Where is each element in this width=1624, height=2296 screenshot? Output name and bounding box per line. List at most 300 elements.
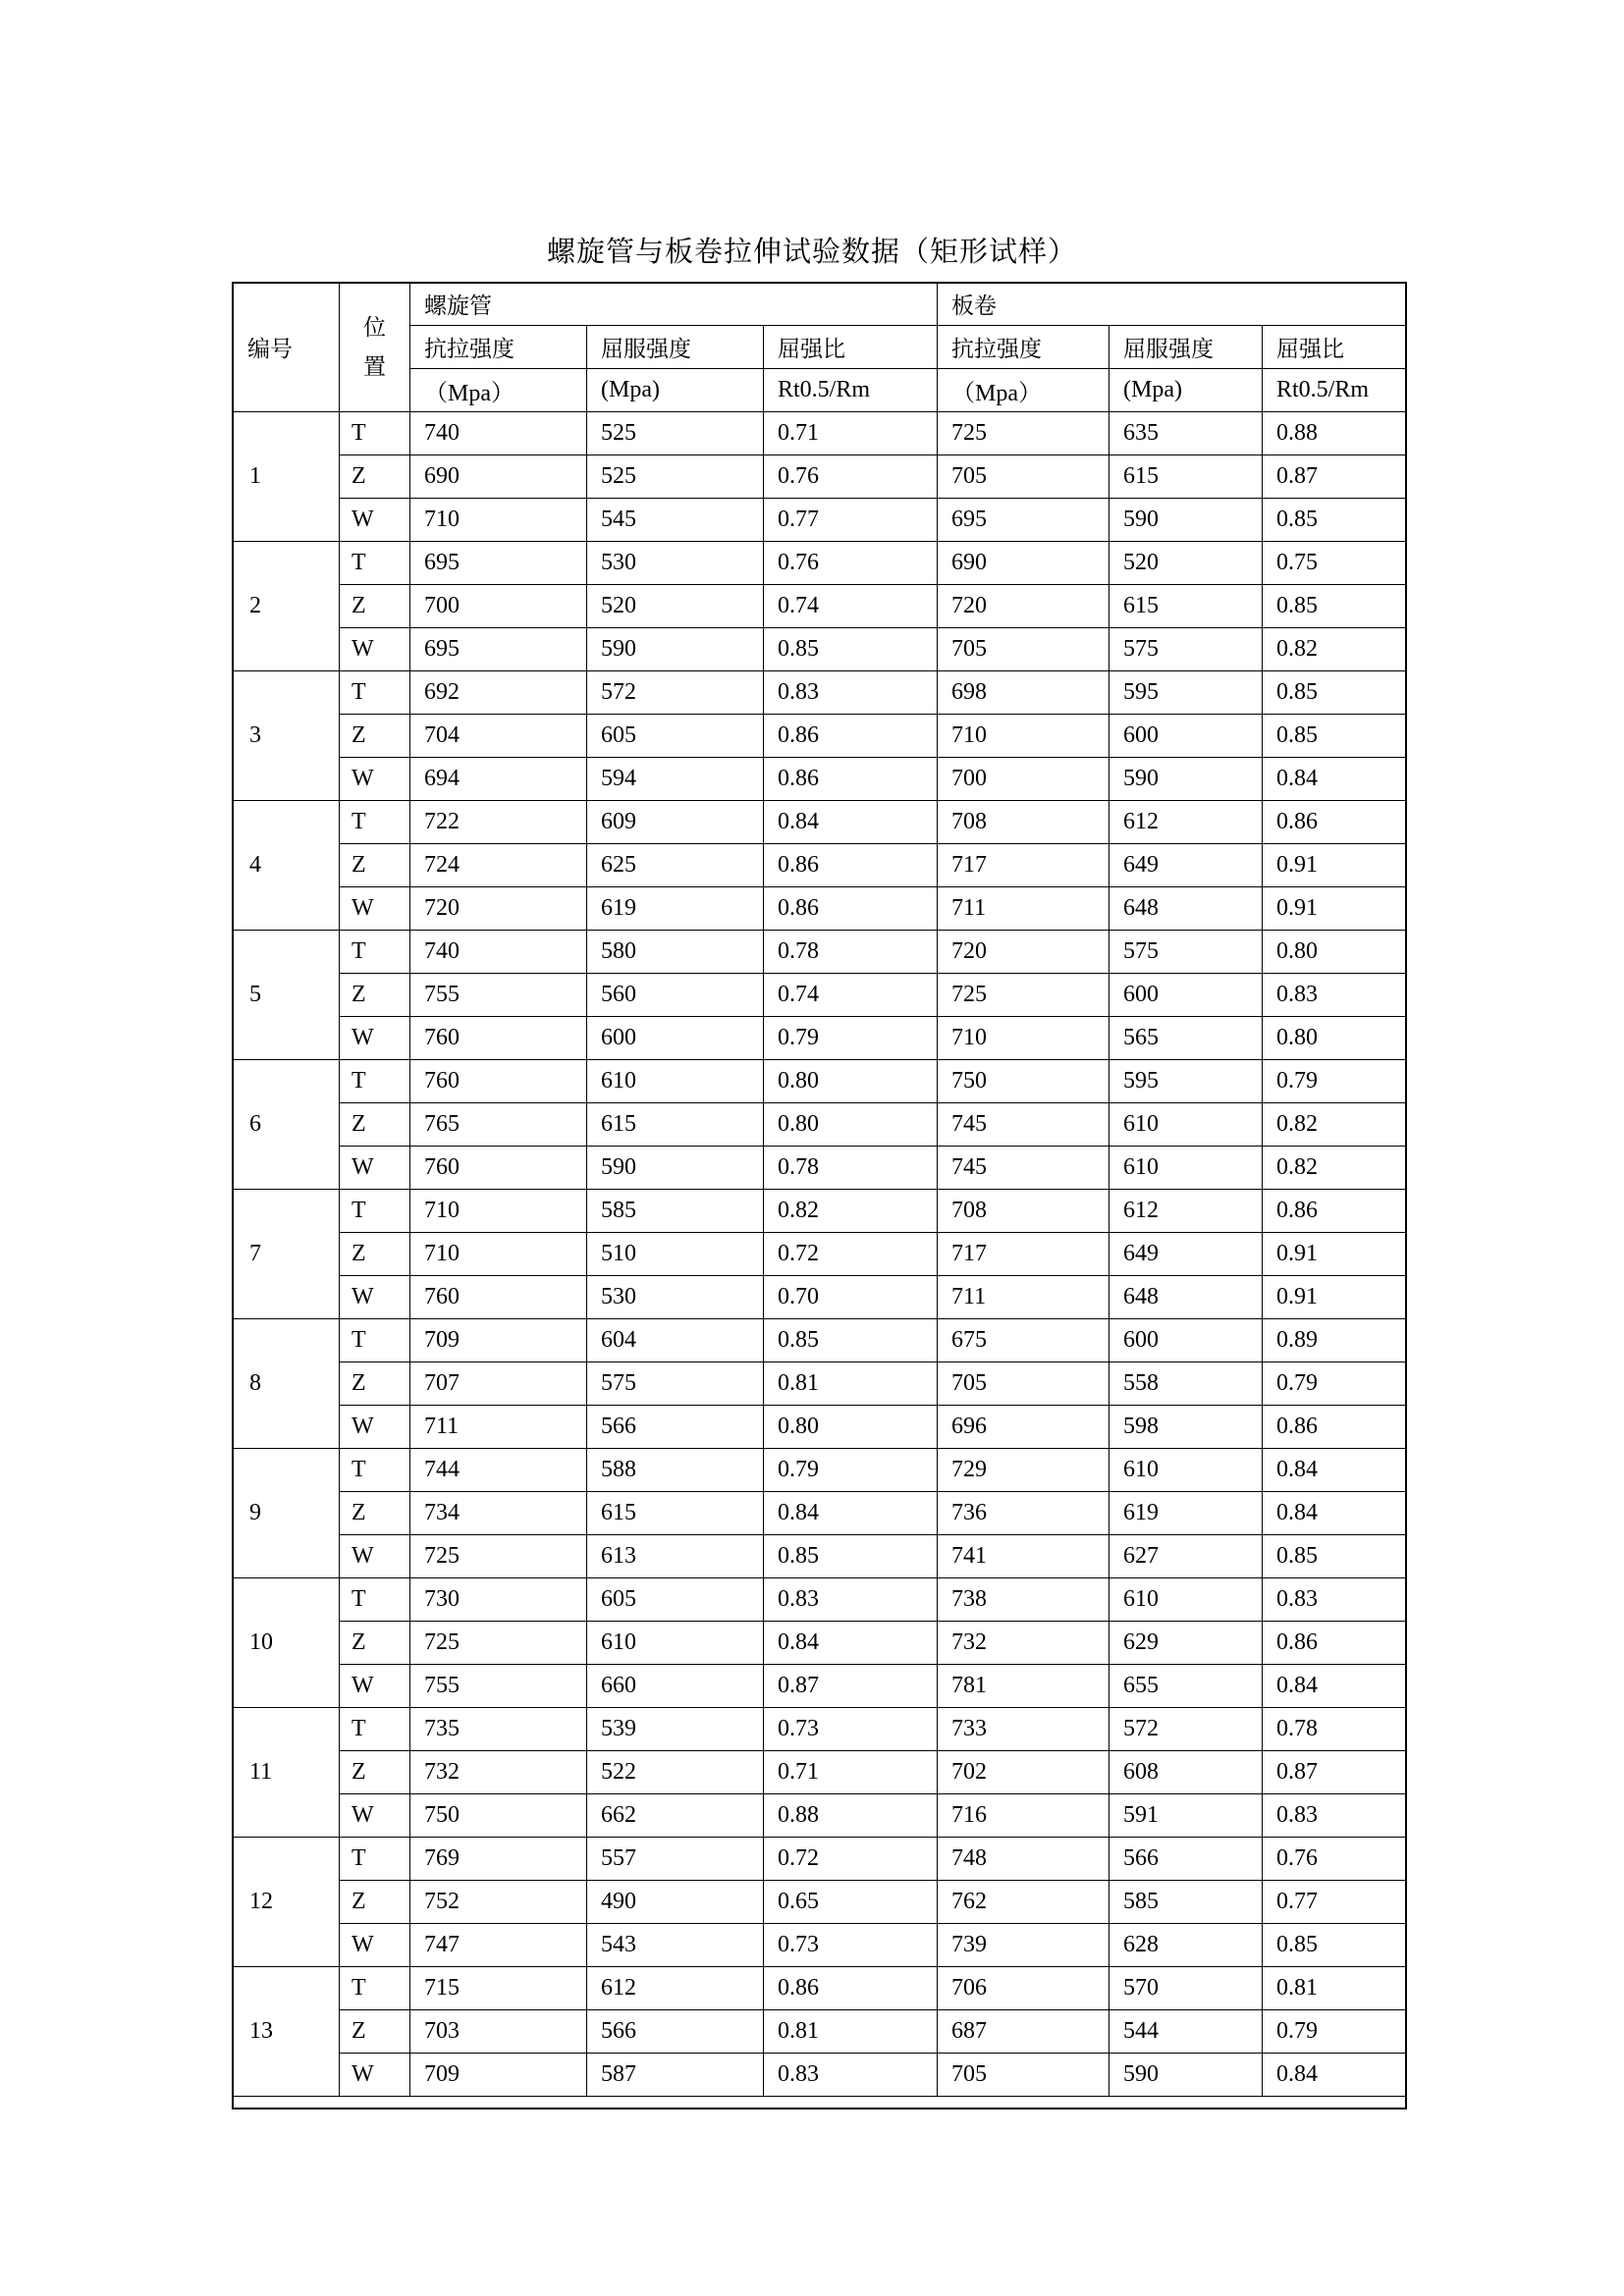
coil-tensile-cell: 741	[938, 1535, 1110, 1578]
spiral-yield-cell: 610	[587, 1622, 764, 1665]
spiral-ratio-cell: 0.85	[764, 1535, 938, 1578]
coil-yield-cell: 649	[1110, 844, 1263, 887]
table-row	[234, 542, 1407, 585]
coil-yield-cell: 655	[1110, 1665, 1263, 1708]
spiral-ratio-cell: 0.83	[764, 1578, 938, 1622]
spiral-ratio-cell: 0.73	[764, 1924, 938, 1967]
table-row	[234, 715, 1407, 758]
sample-id-cell: 11	[234, 1708, 340, 1838]
header-spiral-ratio-unit: Rt0.5/Rm	[764, 369, 938, 412]
spiral-tensile-cell: 692	[410, 671, 587, 715]
coil-ratio-cell: 0.85	[1263, 1924, 1407, 1967]
position-cell: W	[340, 887, 410, 931]
coil-ratio-cell: 0.80	[1263, 1017, 1407, 1060]
coil-ratio-cell: 0.78	[1263, 1708, 1407, 1751]
spiral-tensile-cell: 715	[410, 1967, 587, 2010]
spiral-yield-cell: 520	[587, 585, 764, 628]
coil-ratio-cell: 0.87	[1263, 455, 1407, 499]
sample-id-cell: 1	[234, 412, 340, 542]
spiral-tensile-cell: 709	[410, 2054, 587, 2097]
table-row	[234, 1017, 1407, 1060]
spiral-tensile-cell: 769	[410, 1838, 587, 1881]
coil-yield-cell: 635	[1110, 412, 1263, 455]
header-spiral-yield-unit: (Mpa)	[587, 369, 764, 412]
coil-ratio-cell: 0.82	[1263, 1147, 1407, 1190]
spiral-ratio-cell: 0.88	[764, 1794, 938, 1838]
position-cell: W	[340, 1924, 410, 1967]
spiral-tensile-cell: 755	[410, 1665, 587, 1708]
header-coil-yield: 屈服强度	[1110, 326, 1263, 369]
coil-yield-cell: 610	[1110, 1449, 1263, 1492]
spiral-tensile-cell: 732	[410, 1751, 587, 1794]
position-cell: T	[340, 1838, 410, 1881]
spiral-yield-cell: 566	[587, 1406, 764, 1449]
position-cell: Z	[340, 1622, 410, 1665]
coil-tensile-cell: 717	[938, 1233, 1110, 1276]
coil-yield-cell: 544	[1110, 2010, 1263, 2054]
position-cell: T	[340, 542, 410, 585]
spiral-ratio-cell: 0.86	[764, 1967, 938, 2010]
coil-tensile-cell: 702	[938, 1751, 1110, 1794]
header-row-units	[234, 369, 1407, 412]
coil-tensile-cell: 705	[938, 455, 1110, 499]
header-spiral-tensile: 抗拉强度	[410, 326, 587, 369]
coil-tensile-cell: 710	[938, 715, 1110, 758]
sample-id-cell: 12	[234, 1838, 340, 1967]
position-cell: Z	[340, 455, 410, 499]
position-cell: W	[340, 1406, 410, 1449]
position-cell: W	[340, 1665, 410, 1708]
spiral-tensile-cell: 704	[410, 715, 587, 758]
coil-yield-cell: 615	[1110, 455, 1263, 499]
spiral-ratio-cell: 0.86	[764, 715, 938, 758]
spiral-tensile-cell: 695	[410, 628, 587, 671]
header-coil-yield-unit: (Mpa)	[1110, 369, 1263, 412]
table-row	[234, 628, 1407, 671]
table-row	[234, 585, 1407, 628]
coil-tensile-cell: 736	[938, 1492, 1110, 1535]
coil-tensile-cell: 675	[938, 1319, 1110, 1362]
spiral-ratio-cell: 0.71	[764, 1751, 938, 1794]
spiral-yield-cell: 539	[587, 1708, 764, 1751]
spiral-yield-cell: 609	[587, 801, 764, 844]
table-row	[234, 1665, 1407, 1708]
spiral-yield-cell: 619	[587, 887, 764, 931]
position-cell: W	[340, 758, 410, 801]
spiral-yield-cell: 587	[587, 2054, 764, 2097]
spiral-tensile-cell: 694	[410, 758, 587, 801]
coil-yield-cell: 619	[1110, 1492, 1263, 1535]
coil-tensile-cell: 708	[938, 801, 1110, 844]
header-coil-tensile: 抗拉强度	[938, 326, 1110, 369]
coil-yield-cell: 649	[1110, 1233, 1263, 1276]
coil-ratio-cell: 0.84	[1263, 758, 1407, 801]
coil-ratio-cell: 0.86	[1263, 801, 1407, 844]
spiral-yield-cell: 613	[587, 1535, 764, 1578]
coil-ratio-cell: 0.85	[1263, 585, 1407, 628]
coil-ratio-cell: 0.79	[1263, 1362, 1407, 1406]
spiral-yield-cell: 590	[587, 628, 764, 671]
position-cell: T	[340, 671, 410, 715]
position-cell: Z	[340, 844, 410, 887]
table-row	[234, 1622, 1407, 1665]
spiral-yield-cell: 530	[587, 542, 764, 585]
header-row-metrics	[234, 326, 1407, 369]
coil-tensile-cell: 705	[938, 1362, 1110, 1406]
spiral-ratio-cell: 0.84	[764, 1492, 938, 1535]
table-row	[234, 1406, 1407, 1449]
table-row	[234, 671, 1407, 715]
coil-yield-cell: 648	[1110, 887, 1263, 931]
table-body	[234, 412, 1407, 2097]
document-title: 螺旋管与板卷拉伸试验数据（矩形试样）	[546, 235, 1077, 268]
header-spiral-tensile-unit: （Mpa）	[410, 369, 587, 412]
table-row	[234, 1708, 1407, 1751]
table-row	[234, 1233, 1407, 1276]
spiral-yield-cell: 604	[587, 1319, 764, 1362]
table-row	[234, 499, 1407, 542]
coil-tensile-cell: 725	[938, 974, 1110, 1017]
spiral-ratio-cell: 0.77	[764, 499, 938, 542]
coil-yield-cell: 595	[1110, 671, 1263, 715]
sample-id-cell: 3	[234, 671, 340, 801]
spiral-ratio-cell: 0.85	[764, 1319, 938, 1362]
spiral-tensile-cell: 740	[410, 931, 587, 974]
header-coil-ratio: 屈强比	[1263, 326, 1407, 369]
coil-yield-cell: 612	[1110, 1190, 1263, 1233]
coil-tensile-cell: 748	[938, 1838, 1110, 1881]
sample-id-cell: 10	[234, 1578, 340, 1708]
coil-tensile-cell: 708	[938, 1190, 1110, 1233]
position-cell: T	[340, 801, 410, 844]
spiral-tensile-cell: 725	[410, 1622, 587, 1665]
table-row	[234, 1535, 1407, 1578]
spiral-yield-cell: 522	[587, 1751, 764, 1794]
table-row	[234, 1492, 1407, 1535]
coil-yield-cell: 565	[1110, 1017, 1263, 1060]
spiral-yield-cell: 560	[587, 974, 764, 1017]
coil-ratio-cell: 0.86	[1263, 1622, 1407, 1665]
coil-tensile-cell: 750	[938, 1060, 1110, 1103]
coil-yield-cell: 575	[1110, 628, 1263, 671]
table-row	[234, 455, 1407, 499]
position-cell: W	[340, 1017, 410, 1060]
spiral-tensile-cell: 730	[410, 1578, 587, 1622]
spiral-yield-cell: 660	[587, 1665, 764, 1708]
coil-tensile-cell: 716	[938, 1794, 1110, 1838]
position-cell: T	[340, 412, 410, 455]
position-cell: Z	[340, 1362, 410, 1406]
spiral-ratio-cell: 0.76	[764, 455, 938, 499]
position-cell: Z	[340, 1881, 410, 1924]
tensile-test-table	[233, 282, 1407, 2097]
table-row	[234, 758, 1407, 801]
coil-yield-cell: 608	[1110, 1751, 1263, 1794]
position-cell: W	[340, 499, 410, 542]
table-row	[234, 1967, 1407, 2010]
coil-yield-cell: 610	[1110, 1103, 1263, 1147]
coil-tensile-cell: 720	[938, 931, 1110, 974]
position-cell: W	[340, 1794, 410, 1838]
spiral-ratio-cell: 0.78	[764, 931, 938, 974]
position-cell: W	[340, 1535, 410, 1578]
coil-ratio-cell: 0.91	[1263, 887, 1407, 931]
coil-yield-cell: 595	[1110, 1060, 1263, 1103]
sample-id-cell: 6	[234, 1060, 340, 1190]
spiral-tensile-cell: 760	[410, 1276, 587, 1319]
coil-ratio-cell: 0.85	[1263, 715, 1407, 758]
coil-ratio-cell: 0.77	[1263, 1881, 1407, 1924]
spiral-ratio-cell: 0.80	[764, 1406, 938, 1449]
header-spiral-ratio: 屈强比	[764, 326, 938, 369]
coil-yield-cell: 600	[1110, 1319, 1263, 1362]
coil-yield-cell: 610	[1110, 1578, 1263, 1622]
table-row	[234, 1578, 1407, 1622]
coil-tensile-cell: 710	[938, 1017, 1110, 1060]
coil-tensile-cell: 690	[938, 542, 1110, 585]
spiral-yield-cell: 605	[587, 1578, 764, 1622]
spiral-yield-cell: 612	[587, 1967, 764, 2010]
table-row	[234, 1794, 1407, 1838]
spiral-ratio-cell: 0.72	[764, 1233, 938, 1276]
coil-ratio-cell: 0.84	[1263, 2054, 1407, 2097]
position-cell: T	[340, 1578, 410, 1622]
position-cell: Z	[340, 1103, 410, 1147]
spiral-tensile-cell: 760	[410, 1147, 587, 1190]
coil-ratio-cell: 0.91	[1263, 1233, 1407, 1276]
spiral-yield-cell: 510	[587, 1233, 764, 1276]
position-cell: T	[340, 1060, 410, 1103]
spiral-yield-cell: 585	[587, 1190, 764, 1233]
position-cell: Z	[340, 974, 410, 1017]
coil-tensile-cell: 705	[938, 628, 1110, 671]
coil-yield-cell: 591	[1110, 1794, 1263, 1838]
coil-ratio-cell: 0.88	[1263, 412, 1407, 455]
position-cell: W	[340, 628, 410, 671]
spiral-yield-cell: 575	[587, 1362, 764, 1406]
coil-tensile-cell: 696	[938, 1406, 1110, 1449]
spiral-ratio-cell: 0.83	[764, 671, 938, 715]
position-cell: T	[340, 1449, 410, 1492]
spiral-ratio-cell: 0.80	[764, 1060, 938, 1103]
spiral-ratio-cell: 0.65	[764, 1881, 938, 1924]
coil-ratio-cell: 0.87	[1263, 1751, 1407, 1794]
position-cell: Z	[340, 1233, 410, 1276]
spiral-ratio-cell: 0.86	[764, 887, 938, 931]
position-cell: T	[340, 1190, 410, 1233]
coil-ratio-cell: 0.79	[1263, 1060, 1407, 1103]
spiral-tensile-cell: 755	[410, 974, 587, 1017]
coil-ratio-cell: 0.86	[1263, 1190, 1407, 1233]
spiral-yield-cell: 557	[587, 1838, 764, 1881]
spiral-yield-cell: 625	[587, 844, 764, 887]
table-row	[234, 1881, 1407, 1924]
spiral-yield-cell: 662	[587, 1794, 764, 1838]
header-spiral-yield: 屈服强度	[587, 326, 764, 369]
spiral-ratio-cell: 0.76	[764, 542, 938, 585]
coil-tensile-cell: 725	[938, 412, 1110, 455]
coil-tensile-cell: 729	[938, 1449, 1110, 1492]
spiral-tensile-cell: 752	[410, 1881, 587, 1924]
coil-yield-cell: 615	[1110, 585, 1263, 628]
spiral-ratio-cell: 0.81	[764, 2010, 938, 2054]
spiral-ratio-cell: 0.74	[764, 585, 938, 628]
spiral-ratio-cell: 0.82	[764, 1190, 938, 1233]
spiral-yield-cell: 545	[587, 499, 764, 542]
spiral-yield-cell: 588	[587, 1449, 764, 1492]
spiral-yield-cell: 590	[587, 1147, 764, 1190]
table-row	[234, 974, 1407, 1017]
coil-tensile-cell: 705	[938, 2054, 1110, 2097]
header-coil-ratio-unit: Rt0.5/Rm	[1263, 369, 1407, 412]
coil-ratio-cell: 0.79	[1263, 2010, 1407, 2054]
spiral-ratio-cell: 0.73	[764, 1708, 938, 1751]
spiral-ratio-cell: 0.79	[764, 1449, 938, 1492]
header-group-coil: 板卷	[938, 283, 1407, 326]
position-cell: Z	[340, 1751, 410, 1794]
spiral-tensile-cell: 760	[410, 1060, 587, 1103]
table-row	[234, 1924, 1407, 1967]
table-row	[234, 1838, 1407, 1881]
spiral-ratio-cell: 0.74	[764, 974, 938, 1017]
spiral-tensile-cell: 695	[410, 542, 587, 585]
spiral-ratio-cell: 0.86	[764, 758, 938, 801]
spiral-yield-cell: 594	[587, 758, 764, 801]
coil-ratio-cell: 0.80	[1263, 931, 1407, 974]
spiral-tensile-cell: 747	[410, 1924, 587, 1967]
coil-tensile-cell: 698	[938, 671, 1110, 715]
header-group-spiral: 螺旋管	[410, 283, 938, 326]
table-row	[234, 1751, 1407, 1794]
coil-tensile-cell: 720	[938, 585, 1110, 628]
coil-ratio-cell: 0.84	[1263, 1492, 1407, 1535]
table-row	[234, 1276, 1407, 1319]
header-position	[340, 283, 410, 412]
spiral-yield-cell: 530	[587, 1276, 764, 1319]
coil-yield-cell: 590	[1110, 758, 1263, 801]
spiral-tensile-cell: 722	[410, 801, 587, 844]
spiral-tensile-cell: 709	[410, 1319, 587, 1362]
coil-yield-cell: 590	[1110, 499, 1263, 542]
position-cell: Z	[340, 1492, 410, 1535]
spiral-yield-cell: 615	[587, 1103, 764, 1147]
header-id: 编号	[234, 283, 340, 412]
spiral-tensile-cell: 724	[410, 844, 587, 887]
spiral-tensile-cell: 707	[410, 1362, 587, 1406]
spiral-yield-cell: 605	[587, 715, 764, 758]
coil-ratio-cell: 0.83	[1263, 1794, 1407, 1838]
spiral-ratio-cell: 0.80	[764, 1103, 938, 1147]
header-position-bottom: 置	[363, 353, 386, 380]
coil-ratio-cell: 0.91	[1263, 844, 1407, 887]
coil-yield-cell: 629	[1110, 1622, 1263, 1665]
spiral-tensile-cell: 703	[410, 2010, 587, 2054]
coil-yield-cell: 570	[1110, 1967, 1263, 2010]
coil-yield-cell: 628	[1110, 1924, 1263, 1967]
spiral-tensile-cell: 710	[410, 499, 587, 542]
table-row	[234, 1190, 1407, 1233]
coil-tensile-cell: 700	[938, 758, 1110, 801]
coil-ratio-cell: 0.81	[1263, 1967, 1407, 2010]
coil-tensile-cell: 739	[938, 1924, 1110, 1967]
position-cell: W	[340, 1276, 410, 1319]
coil-tensile-cell: 711	[938, 887, 1110, 931]
spiral-tensile-cell: 710	[410, 1190, 587, 1233]
position-cell: W	[340, 1147, 410, 1190]
coil-tensile-cell: 687	[938, 2010, 1110, 2054]
coil-yield-cell: 627	[1110, 1535, 1263, 1578]
spiral-tensile-cell: 735	[410, 1708, 587, 1751]
coil-yield-cell: 600	[1110, 715, 1263, 758]
spiral-tensile-cell: 700	[410, 585, 587, 628]
coil-yield-cell: 600	[1110, 974, 1263, 1017]
table-row	[234, 1060, 1407, 1103]
table-row	[234, 931, 1407, 974]
position-cell: Z	[340, 2010, 410, 2054]
coil-tensile-cell: 695	[938, 499, 1110, 542]
coil-ratio-cell: 0.89	[1263, 1319, 1407, 1362]
table-row	[234, 1362, 1407, 1406]
spiral-yield-cell: 525	[587, 455, 764, 499]
coil-tensile-cell: 717	[938, 844, 1110, 887]
spiral-yield-cell: 525	[587, 412, 764, 455]
spiral-yield-cell: 490	[587, 1881, 764, 1924]
spiral-tensile-cell: 740	[410, 412, 587, 455]
coil-yield-cell: 585	[1110, 1881, 1263, 1924]
table-row	[234, 2010, 1407, 2054]
spiral-yield-cell: 580	[587, 931, 764, 974]
position-cell: Z	[340, 585, 410, 628]
spiral-ratio-cell: 0.87	[764, 1665, 938, 1708]
coil-tensile-cell: 745	[938, 1147, 1110, 1190]
sample-id-cell: 4	[234, 801, 340, 931]
table-row	[234, 412, 1407, 455]
coil-tensile-cell: 711	[938, 1276, 1110, 1319]
table-row	[234, 1103, 1407, 1147]
coil-yield-cell: 575	[1110, 931, 1263, 974]
coil-ratio-cell: 0.85	[1263, 671, 1407, 715]
spiral-ratio-cell: 0.72	[764, 1838, 938, 1881]
coil-yield-cell: 520	[1110, 542, 1263, 585]
coil-ratio-cell: 0.85	[1263, 1535, 1407, 1578]
coil-tensile-cell: 738	[938, 1578, 1110, 1622]
sample-id-cell: 13	[234, 1967, 340, 2097]
spiral-tensile-cell: 710	[410, 1233, 587, 1276]
spiral-ratio-cell: 0.79	[764, 1017, 938, 1060]
coil-yield-cell: 558	[1110, 1362, 1263, 1406]
header-position-top: 位	[363, 314, 386, 341]
coil-yield-cell: 572	[1110, 1708, 1263, 1751]
spiral-yield-cell: 610	[587, 1060, 764, 1103]
position-cell: T	[340, 931, 410, 974]
coil-yield-cell: 598	[1110, 1406, 1263, 1449]
header-row-group	[234, 283, 1407, 326]
position-cell: T	[340, 1319, 410, 1362]
header-coil-tensile-unit: （Mpa）	[938, 369, 1110, 412]
coil-tensile-cell: 745	[938, 1103, 1110, 1147]
coil-tensile-cell: 762	[938, 1881, 1110, 1924]
table-row	[234, 1319, 1407, 1362]
coil-tensile-cell: 733	[938, 1708, 1110, 1751]
sample-id-cell: 8	[234, 1319, 340, 1449]
position-cell: W	[340, 2054, 410, 2097]
coil-ratio-cell: 0.83	[1263, 974, 1407, 1017]
position-cell: Z	[340, 715, 410, 758]
spiral-tensile-cell: 711	[410, 1406, 587, 1449]
coil-ratio-cell: 0.82	[1263, 1103, 1407, 1147]
position-cell: T	[340, 1967, 410, 2010]
spiral-tensile-cell: 750	[410, 1794, 587, 1838]
